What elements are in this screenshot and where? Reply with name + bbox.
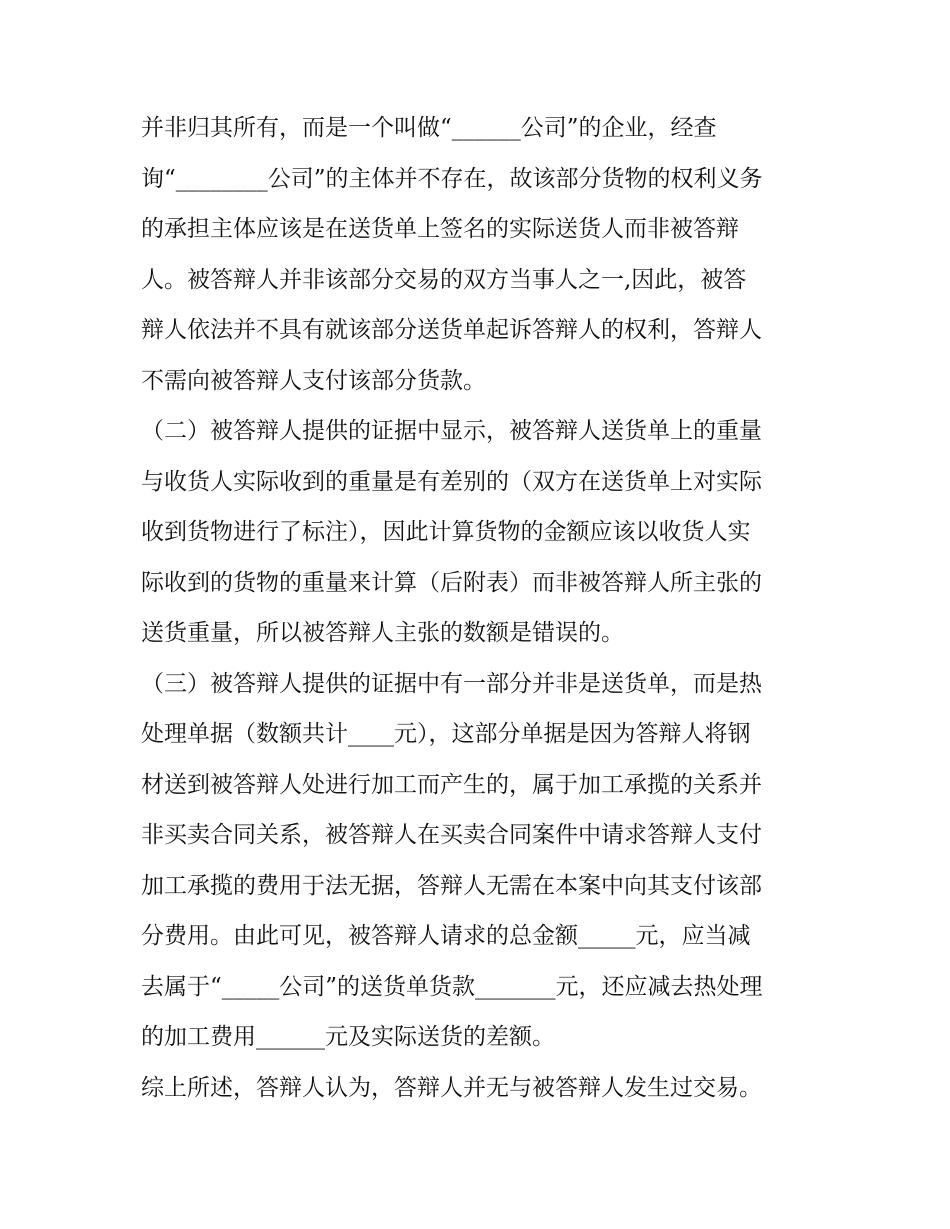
text-line: 分费用。由此可见，被答辩人请求的总金额_____元，应当减 <box>141 923 751 949</box>
text-line: 去属于“_____公司”的送货单货款_______元，还应减去热处理 <box>141 973 763 1000</box>
text-line: 际收到的货物的重量来计算（后附表）而非被答辩人所主张的 <box>141 569 762 596</box>
text-line: 收到货物进行了标注），因此计算货物的金额应该以收货人实 <box>141 519 751 545</box>
text-line: 与收货人实际收到的重量是有差别的（双方在送货单上对实际 <box>141 468 762 495</box>
text-line: 送货重量，所以被答辩人主张的数额是错误的。 <box>141 620 624 646</box>
text-line: （三）被答辩人提供的证据中有一部分并非是送货单，而是热 <box>141 670 762 697</box>
text-line: 材送到被答辩人处进行加工而产生的，属于加工承揽的关系并 <box>141 771 762 798</box>
text-line: 并非归其所有，而是一个叫做“______公司”的企业，经查 <box>141 115 717 141</box>
text-line: 的加工费用______元及实际送货的差额。 <box>141 1024 555 1050</box>
text-line: 询“________公司”的主体并不存在，故该部分货物的权利义务 <box>141 165 763 192</box>
text-line: 辩人依法并不具有就该部分送货单起诉答辩人的权利，答辩人 <box>141 317 762 343</box>
text-line: 非买卖合同关系，被答辩人在买卖合同案件中请求答辩人支付 <box>141 822 762 848</box>
text-line: 不需向被答辩人支付该部分货款。 <box>141 367 486 394</box>
text-line: 人。被答辩人并非该部分交易的双方当事人之一,因此，被答 <box>141 266 747 293</box>
text-line: 加工承揽的费用于法无据，答辩人无需在本案中向其支付该部 <box>141 872 762 899</box>
text-line: 的承担主体应该是在送货单上签名的实际送货人而非被答辩 <box>141 216 739 242</box>
text-line: （二）被答辩人提供的证据中显示，被答辩人送货单上的重量 <box>141 418 762 444</box>
text-line: 综上所述，答辩人认为，答辩人并无与被答辩人发生过交易。 <box>141 1074 762 1101</box>
document-body <box>141 103 821 1113</box>
text-line: 处理单据（数额共计____元），这部分单据是因为答辩人将钢 <box>141 721 751 747</box>
